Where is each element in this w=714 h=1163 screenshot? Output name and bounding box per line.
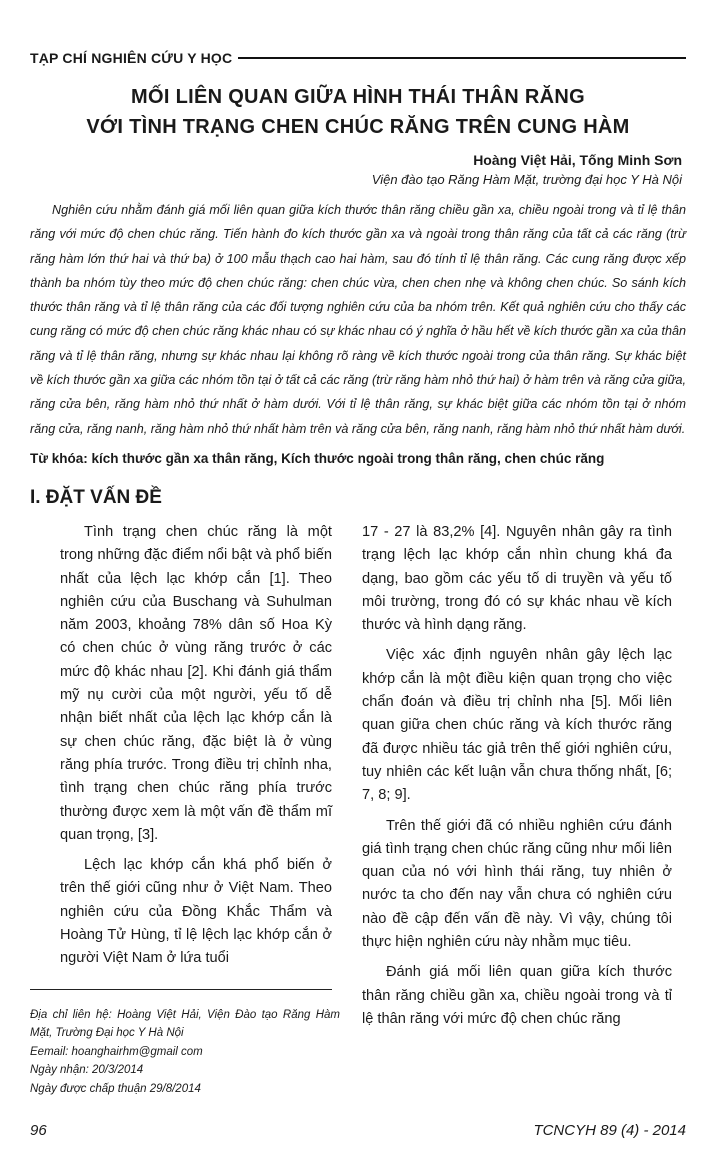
paragraph: Trên thế giới đã có nhiều nghiên cứu đánh giá tình trạng chen chúc răng cũng như mối liên quan của nó với hình thái răng, tuy nhiên ở nước ta cho đến nay vẫn chưa có nghiên cứu nào đề cập đến vấn đề này. Vì vậy, chúng tôi thực hiện nghiên cứu này nhằm mục tiêu.	[362, 817, 672, 951]
article-title-line-1: MỐI LIÊN QUAN GIỮA HÌNH THÁI THÂN RĂNG	[131, 86, 585, 108]
affiliation: Viện đào tạo Răng Hàm Mặt, trường đại học Y Hà Nội	[371, 172, 682, 187]
paragraph: 17 - 27 là 83,2% [4]. Nguyên nhân gây ra tình trạng lệch lạc khớp cắn nhìn chung khá đa dạng, bao gồm các yếu tố di truyền và yếu tố môi trường, trong đó có sự khác nhau về kích thước và hình dạng răng.	[362, 523, 672, 634]
keywords: Từ khóa: kích thước gần xa thân răng, Kích thước ngoài trong thân răng, chen chúc răng	[30, 450, 605, 466]
section-heading: I. ĐẶT VẤN ĐỀ	[30, 486, 162, 508]
header-rule	[238, 57, 686, 59]
authors: Hoàng Việt Hải, Tống Minh Sơn	[473, 152, 682, 168]
left-column	[30, 521, 340, 1098]
article-title-line-2: VỚI TÌNH TRẠNG CHEN CHÚC RĂNG TRÊN CUNG HÀM	[86, 116, 630, 138]
footnote-accepted: Ngày được chấp thuận 29/8/2014	[30, 1082, 201, 1095]
paragraph: Việc xác định nguyên nhân gây lệch lạc khớp cắn là một điều kiện quan trọng cho việc chẩn đoán và điều trị chỉnh nha [5]. Mối liên quan giữa chen chúc răng và kích thước răng đã được nhiều tác giả trên thế giới nghiên cứu, tuy nhiên các kết luận vẫn chưa thống nhất, [6; 7, 8; 9].	[362, 647, 672, 804]
page-footer	[30, 1098, 686, 1139]
page-number: 96	[30, 1122, 47, 1140]
paragraph: Lệch lạc khớp cắn khá phổ biến ở trên thế giới cũng như ở Việt Nam. Theo nghiên cứu của Đồng Khắc Thẩm và Hoàng Tử Hùng, tỉ lệ lệch lạc khớp cắn ở người Việt Nam ở lứa tuổi	[60, 857, 332, 967]
abstract: Nghiên cứu nhằm đánh giá mối liên quan giữa kích thước thân răng chiều gần xa, chiều ngoài trong và tỉ lệ thân răng với mức độ chen chúc răng. Tiến hành đo kích thước gần xa và ngoài trong thân răng của tất cả các răng (trừ răng hàm lớn thứ hai và thứ ba) ở 100 mẫu thạch cao hai hàm, sau đó tính tỉ lệ thân răng. Các cung răng được xếp thành ba nhóm tùy theo mức độ chen chúc răng: chen chúc vừa, chen chen nhẹ và không chen chúc. So sánh kích thước thân răng và tỉ lệ thân răng của các đối tượng nghiên cứu của ba nhóm trên. Kết quả nghiên cứu cho thấy các cung răng có mức độ chen chúc răng khác nhau có sự khác nhau có ý nghĩa ở hầu hết về kích thước gần xa của thân răng và tỉ lệ thân răng, nhưng sự khác nhau lại không rõ ràng về kích thước ngoài trong của thân răng. Sự khác biệt về kích thước gần xa giữa các nhóm tồn tại ở tất cả các răng (trừ răng hàm nhỏ thứ hai) ở hàm trên và răng cửa giữa, răng cửa bên, răng hàm nhỏ thứ nhất ở hàm dưới. Với tỉ lệ thân răng, sự khác biệt giữa các nhóm tồn tại ở nhóm răng cửa, răng nanh, răng hàm nhỏ thứ nhất hàm trên và răng cửa bên, răng nanh, răng hàm nhỏ thứ nhất hàm dưới.	[30, 203, 686, 436]
footnote-contact: Địa chỉ liên hệ: Hoàng Việt Hải, Viện Đào tạo Răng Hàm Mặt, Trường Đại học Y Hà Nội	[30, 1008, 340, 1040]
body-columns	[30, 521, 686, 1098]
right-column	[362, 521, 672, 1098]
footnote-email: Eemail: hoanghairhm@gmail com	[30, 1045, 203, 1058]
paragraph: Tình trạng chen chúc răng là một trong những đặc điểm nổi bật và phổ biến nhất của lệch lạc khớp cắn [1]. Theo nghiên cứu của Buschang và Suhulman năm 2003, khoảng 78% dân số Hoa Kỳ có chen chúc ở vùng răng trước ở các mức độ khác nhau [2]. Khi đánh giá thẩm mỹ nụ cười của một người, yếu tố dễ nhận biết nhất của lệch lạc khớp cắn là sự chen chúc răng, đặc biệt là ở vùng răng phía trước. Trong điều trị chỉnh nha, tình trạng chen chúc răng phía trước thường được xem là một vấn đề thẩm mĩ quan trọng, [3].	[60, 523, 332, 843]
paragraph: Đánh giá mối liên quan giữa kích thước thân răng chiều gần xa, chiều ngoài trong và tỉ lệ thân răng với mức độ chen chúc răng	[362, 964, 672, 1027]
footnote-received: Ngày nhận: 20/3/2014	[30, 1064, 144, 1077]
footer-journal: TCNCYH 89 (4) - 2014	[533, 1122, 686, 1140]
journal-header: TẠP CHÍ NGHIÊN CỨU Y HỌC	[30, 50, 233, 66]
footnote-rule	[30, 989, 332, 990]
journal-header-bar	[30, 50, 686, 66]
footnote	[30, 1006, 340, 1099]
